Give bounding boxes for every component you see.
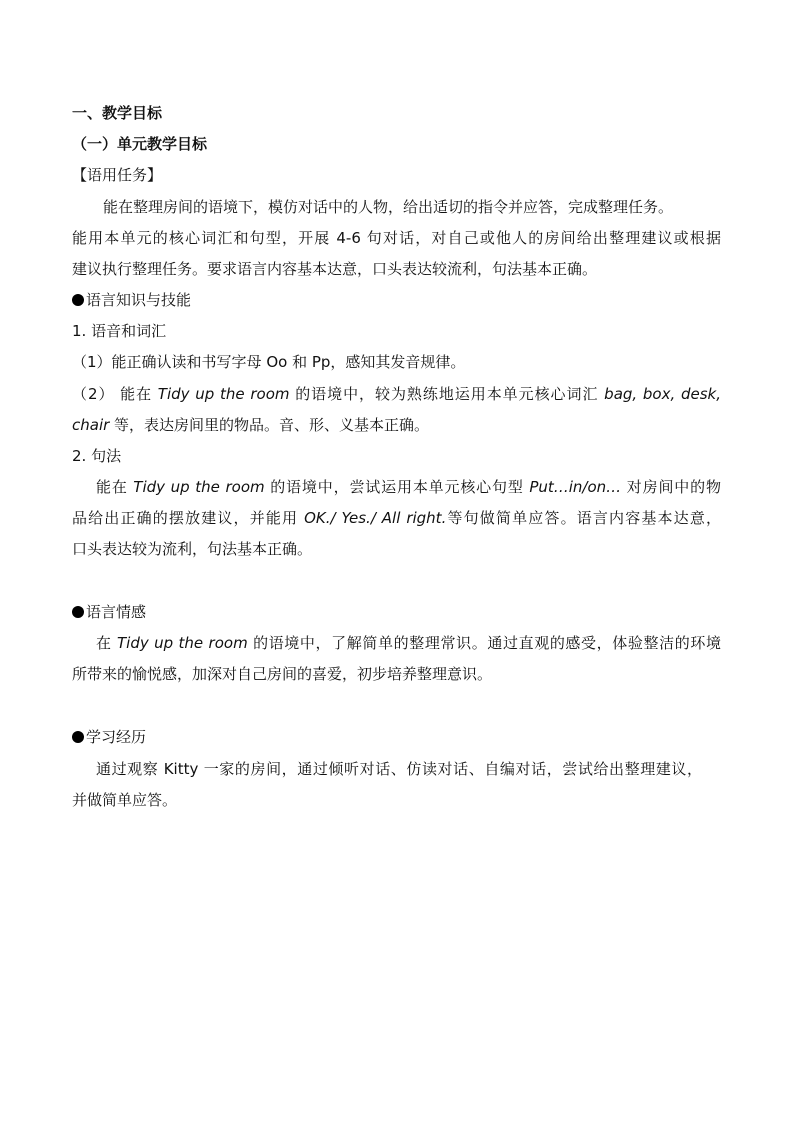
bullet-icon [72,606,84,618]
item2-line2: 品给出正确的摆放建议，并能用 OK./ Yes./ All right.等句做简单应答。语言内容基本达意， [72,509,721,527]
item2-line3: 口头表达较为流利，句法基本正确。 [72,540,313,558]
label-task: 【语用任务】 [72,166,163,184]
item1-point1: （1）能正确认读和书写字母 Oo 和 Pp，感知其发音规律。 [72,353,466,371]
item1-point2-line1: （2） 能在 Tidy up the room 的语境中，较为熟练地运用本单元核心词汇 bag, box, desk, [72,385,721,403]
item2-line1: 能在 Tidy up the room 的语境中，尝试运用本单元核心句型 Put…in/on… 对房间中的物 [96,478,721,496]
item1-title: 1. 语音和词汇 [72,322,167,340]
emotion-line2: 所带来的愉悦感，加深对自己房间的喜爱，初步培养整理意识。 [72,665,493,683]
task-line-3: 建议执行整理任务。要求语言内容基本达意，口头表达较流利，句法基本正确。 [72,260,598,278]
label-experience-text: 学习经历 [86,728,147,746]
item1-point2-line2: chair 等，表达房间里的物品。音、形、义基本正确。 [72,416,430,434]
heading-teaching-goals: 一、教学目标 [72,104,163,122]
experience-line2: 并做简单应答。 [72,791,178,809]
bullet-icon [72,731,84,743]
task-line-1: 能在整理房间的语境下，模仿对话中的人物，给出适切的指令并应答，完成整理任务。 [103,198,674,216]
label-knowledge-text: 语言知识与技能 [86,291,192,309]
item2-title: 2. 句法 [72,447,122,465]
label-experience [72,727,146,747]
label-emotion [72,602,146,622]
label-emotion-text: 语言情感 [86,603,147,621]
emotion-line1: 在 Tidy up the room 的语境中，了解简单的整理常识。通过直观的感受，体验整洁的环境 [96,634,721,652]
bullet-icon [72,294,84,306]
heading-unit-goals: （一）单元教学目标 [72,135,208,153]
task-line-2: 能用本单元的核心词汇和句型，开展 4-6 句对话，对自己或他人的房间给出整理建议或根据 [72,229,721,247]
label-knowledge [72,290,191,310]
experience-line1: 通过观察 Kitty 一家的房间，通过倾听对话、仿读对话、自编对话，尝试给出整理建议， [96,760,702,778]
